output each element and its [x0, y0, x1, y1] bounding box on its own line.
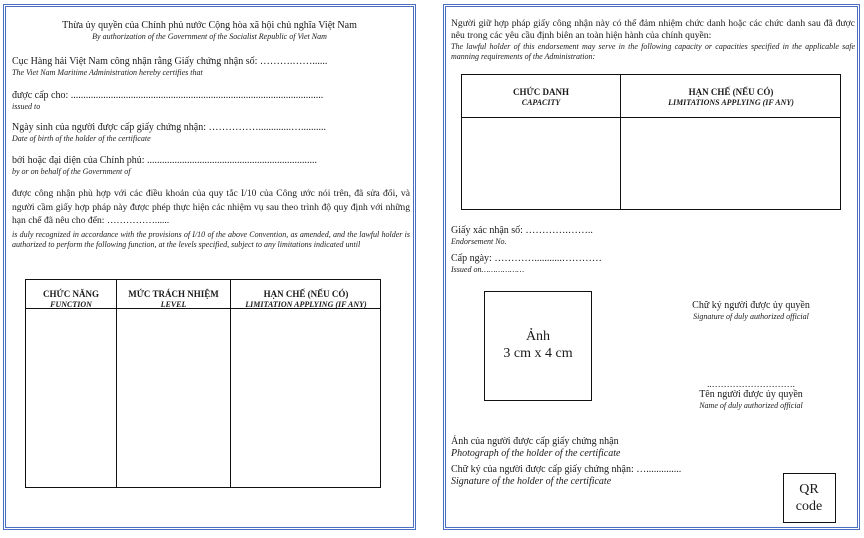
capacity-limitations-header: HẠN CHẾ (NẾU CÓ) LIMITATIONS APPLYING (IF ANY)	[668, 87, 794, 107]
photo-holder-vi: Ảnh của người được cấp giấy chứng nhận	[451, 436, 619, 447]
function-header: CHỨC NĂNG FUNCTION	[43, 289, 99, 309]
level-header: MỨC TRÁCH NHIỆM LEVEL	[128, 289, 219, 309]
recognized-en: is duly recognized in accordance with the provisions of I/10 of the above Convention, as amended, and the lawful holder is authorized to perform the following function, at the levels specified, subject to any limitations indicated until	[12, 230, 410, 249]
issued-to-en: issued to	[12, 102, 41, 111]
name-official-dots: ..……………………….	[707, 379, 795, 389]
certifies-vi: Cục Hàng hải Việt Nam công nhận rằng Giấy chứng nhận số: ……….……......	[12, 56, 328, 67]
issued-on-en: Issued on………………	[451, 265, 525, 274]
signature-holder-en: Signature of the holder of the certificate	[451, 476, 612, 487]
authorization-en: By authorization of the Government of the Socialist Republic of Viet Nam	[92, 32, 327, 41]
capacity-table-header-rule	[462, 117, 840, 118]
qr-label-bottom: code	[795, 499, 823, 514]
function-table	[25, 279, 381, 488]
certificate-right-page	[443, 4, 860, 530]
photo-holder-en: Photograph of the holder of the certificate	[451, 448, 621, 459]
authorization-vi: Thừa ủy quyền của Chính phủ nước Cộng hòa xã hội chủ nghĩa Việt Nam	[62, 20, 357, 31]
dob-vi: Ngày sinh của người được cấp giấy chứng nhận: …………….............…..........	[12, 122, 327, 133]
issued-on-vi: Cấp ngày: …………...........…………	[451, 253, 602, 264]
intro-en: The lawful holder of this endorsement may serve in the following capacity or capacities specified in the applicable safe manning requirements of the Administration:	[451, 42, 855, 61]
name-official-vi: Tên người được ủy quyền	[699, 389, 803, 400]
signature-holder-vi: Chữ ký của người được cấp giấy chứng nhận: …..............	[451, 464, 682, 475]
signature-official-en: Signature of duly authorized official	[693, 312, 809, 321]
photo-size: 3 cm x 4 cm	[503, 346, 573, 361]
name-official-en: Name of duly authorized official	[699, 401, 803, 410]
capacity-table	[461, 74, 841, 210]
intro-vi: Người giữ hợp pháp giấy công nhận này có thể đảm nhiệm chức danh hoặc các chức danh sau đã được nêu trong các yêu cầu định biên an toàn hiện hành của chính quyền:	[451, 18, 855, 41]
qr-code-placeholder	[783, 473, 836, 523]
behalf-en: by or on behalf of the Government of	[12, 167, 131, 176]
limitation-header: HẠN CHẾ (NẾU CÓ) LIMITATION APPLYING (IF ANY)	[245, 289, 367, 309]
recognized-vi: được công nhận phù hợp với các điều khoản của quy tắc I/10 của Công ước nói trên, đã sửa đổi, và người cầm giấy hợp pháp này được phép thực hiện các nhiệm vụ sau theo trình độ quy định với những hạn chế đã nêu cho đến: ……………......	[12, 188, 410, 226]
function-table-col-divider	[116, 280, 117, 487]
behalf-vi: bởi hoặc đại diện của Chính phủ: ....................................................................	[12, 155, 317, 166]
photo-label: Ảnh	[525, 329, 551, 344]
issued-to-vi: được cấp cho: .....................................................................................................	[12, 90, 324, 101]
certifies-en: The Viet Nam Maritime Administration hereby certifies that	[12, 68, 203, 77]
endorsement-no-en: Endorsement No.	[451, 237, 507, 246]
signature-official-vi: Chữ ký người được ủy quyền	[692, 300, 810, 311]
certificate-left-page	[3, 4, 416, 530]
function-table-col-divider	[230, 280, 231, 487]
endorsement-no-vi: Giấy xác nhận số: ………….……..	[451, 225, 593, 236]
photo-placeholder	[484, 291, 592, 401]
qr-label-top: QR	[799, 482, 819, 497]
capacity-header: CHỨC DANH CAPACITY	[513, 87, 569, 107]
dob-en: Date of birth of the holder of the certificate	[12, 134, 151, 143]
